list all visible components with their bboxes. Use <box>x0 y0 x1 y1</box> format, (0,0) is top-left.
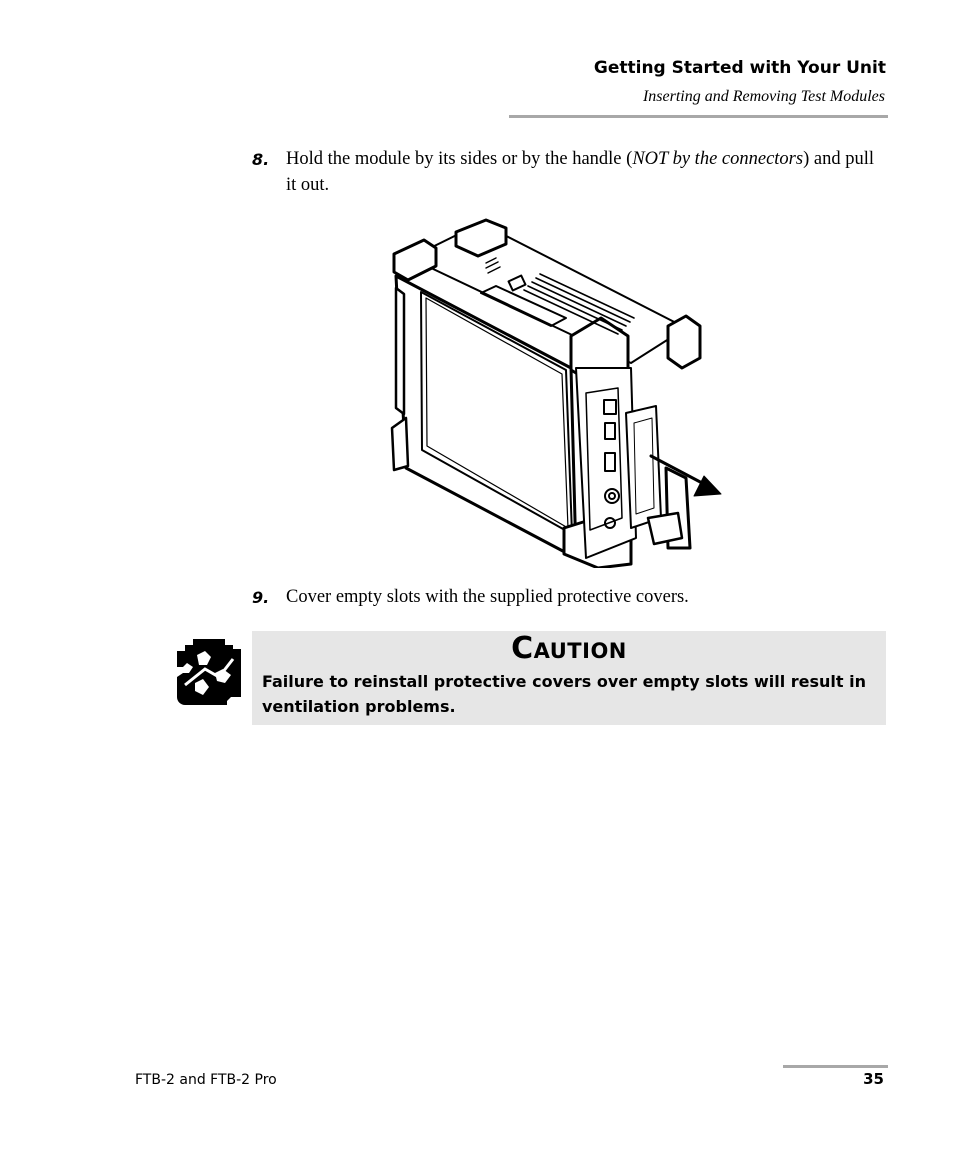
page-number: 35 <box>863 1070 884 1088</box>
test-unit-illustration <box>386 218 726 568</box>
step-text-part: ) and pull it out. <box>286 149 874 195</box>
step-8 <box>252 146 892 200</box>
caution-text: Failure to reinstall protective covers over empty slots will result in ventilation problems. <box>262 672 866 716</box>
caution-title: Caution <box>511 631 627 666</box>
footer-product-name: FTB-2 and FTB-2 Pro <box>135 1072 277 1088</box>
module-removal-figure <box>386 218 726 568</box>
step-number: 8. <box>252 150 270 169</box>
chapter-title: Getting Started with Your Unit <box>593 58 886 78</box>
step-text: Cover empty slots with the supplied protective covers. <box>286 587 689 607</box>
footer-rule <box>783 1065 888 1068</box>
caution-gears-icon <box>175 637 243 707</box>
caution-box <box>252 631 886 725</box>
step-number: 9. <box>252 588 270 607</box>
step-9 <box>252 584 892 612</box>
section-title: Inserting and Removing Test Modules <box>642 88 885 105</box>
header-rule <box>509 115 888 118</box>
step-text-emphasis: NOT by the connectors <box>632 149 804 169</box>
step-text <box>286 146 886 198</box>
step-text-part: Hold the module by its sides or by the handle ( <box>286 149 633 169</box>
